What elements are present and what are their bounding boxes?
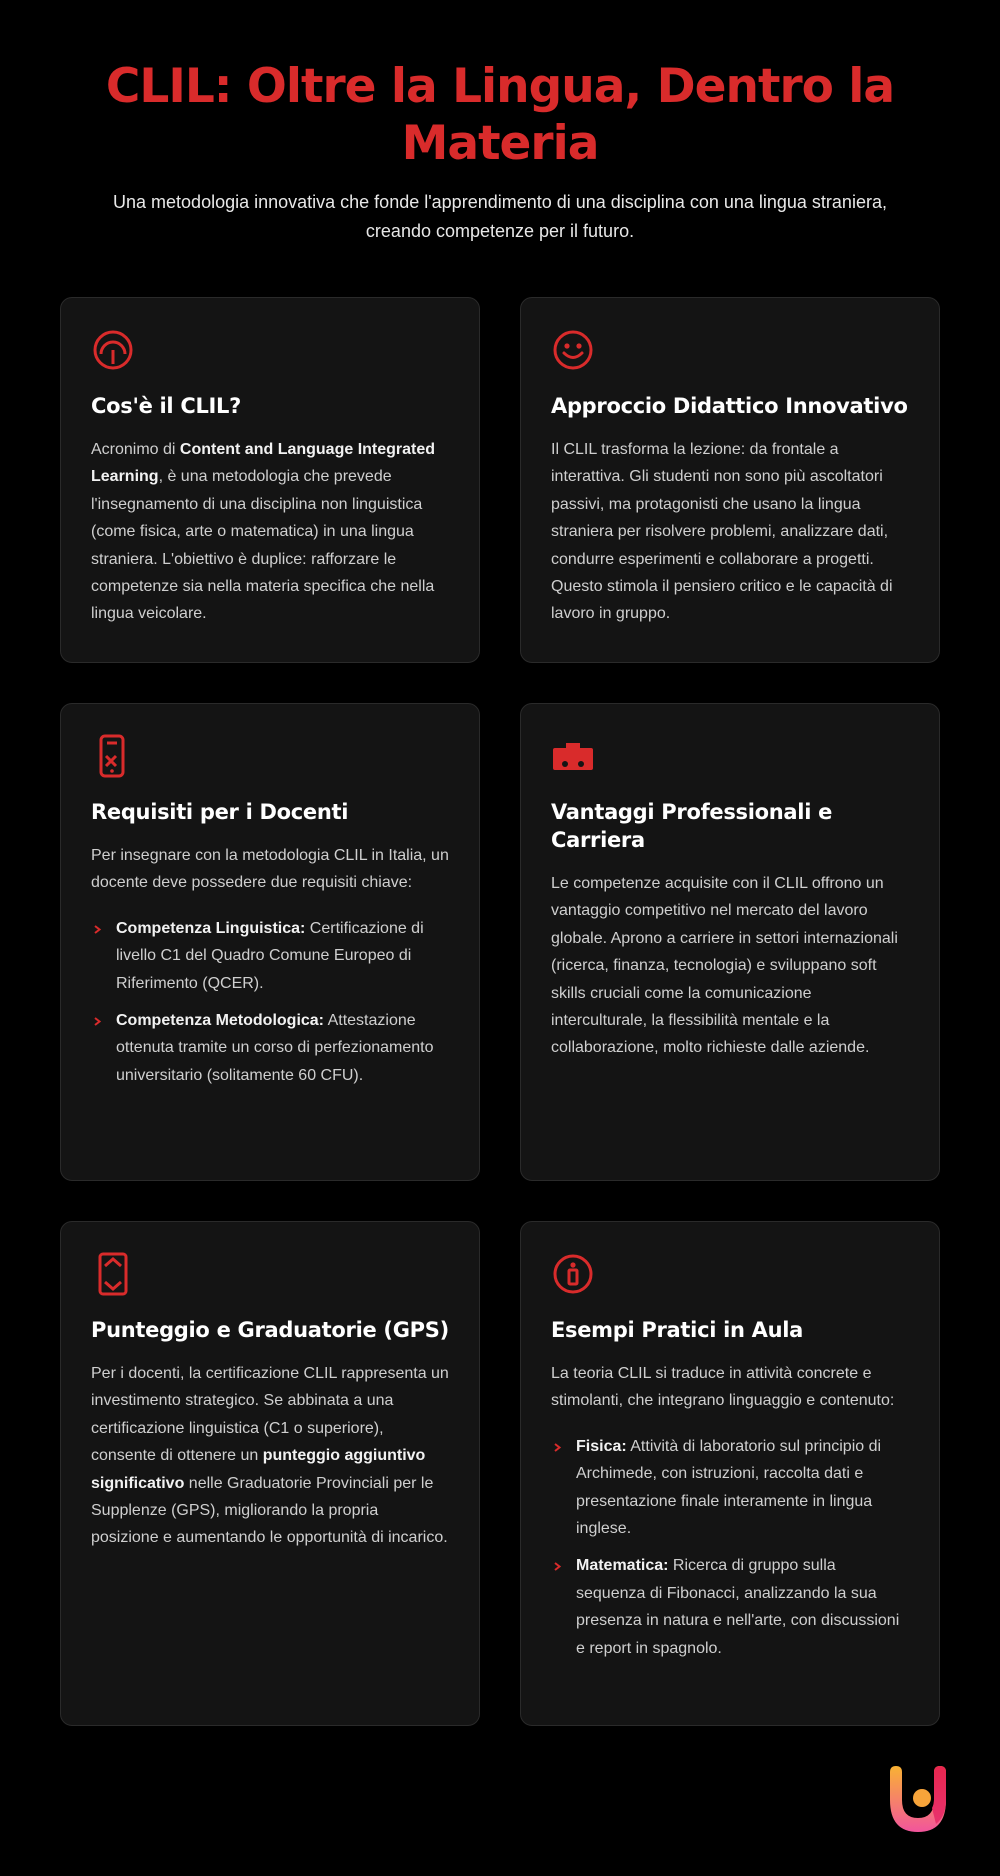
card-teaching-approach xyxy=(520,297,940,663)
card-text: La teoria CLIL si traduce in attività concrete e stimolanti, che integrano linguaggio e contenuto: xyxy=(551,1365,895,1410)
chevron-right-icon xyxy=(93,1017,102,1026)
brand-logo-icon[interactable] xyxy=(884,1764,956,1836)
page-title: CLIL: Oltre la Lingua, Dentro la Materia xyxy=(105,59,895,171)
card-gps-score xyxy=(60,1221,480,1726)
card-practical-examples xyxy=(520,1221,940,1726)
scroll-arrows-icon xyxy=(91,1252,135,1296)
chevron-right-icon xyxy=(93,925,102,934)
list-item: Matematica: Ricerca di gruppo sulla sequenza di Fibonacci, analizzando la sua presenza in natura e nell'arte, con discussioni e report in spagnolo. xyxy=(551,1552,909,1662)
smiley-icon xyxy=(551,328,595,372)
list-item: Competenza Linguistica: Certificazione di livello C1 del Quadro Comune Europeo di Riferimento (QCER). xyxy=(91,915,449,997)
examples-list xyxy=(551,1433,909,1662)
gauge-icon xyxy=(91,328,135,372)
briefcase-icon xyxy=(551,734,595,778)
card-title: Vantaggi Professionali e Carriera xyxy=(551,800,833,852)
page-subtitle: Una metodologia innovativa che fonde l'apprendimento di una disciplina con una lingua straniera, creando competenze per il futuro. xyxy=(113,192,887,241)
card-title: Requisiti per i Docenti xyxy=(91,800,349,824)
card-text: Per insegnare con la metodologia CLIL in Italia, un docente deve possedere due requisiti chiave: xyxy=(91,847,449,892)
list-item: Fisica: Attività di laboratorio sul principio di Archimede, con istruzioni, raccolta dati e presentazione finale interamente in lingua inglese. xyxy=(551,1433,909,1543)
card-career-advantages xyxy=(520,703,940,1181)
card-title: Punteggio e Graduatorie (GPS) xyxy=(91,1318,449,1342)
card-title: Approccio Didattico Innovativo xyxy=(551,394,908,418)
card-teacher-requirements xyxy=(60,703,480,1181)
card-text: Per i docenti, la certificazione CLIL rappresenta un investimento strategico. Se abbinata a una certificazione linguistica (C1 o superiore), consente di ottenere un punteggio aggiuntivo significativo nelle Graduatorie Provinciali per le Supplenze (GPS), migliorando la propria posizione e aumentando le opportunità di incarico. xyxy=(91,1365,449,1547)
phone-tools-icon xyxy=(91,734,135,778)
info-icon xyxy=(551,1252,595,1296)
card-text: Il CLIL trasforma la lezione: da frontale a interattiva. Gli studenti non sono più ascoltatori passivi, ma protagonisti che usano la lingua straniera per risolvere problemi, analizzare dati, condurre esperimenti e collaborare a progetti. Questo stimola il pensiero critico e le capacità di lavoro in gruppo. xyxy=(551,441,893,623)
card-title: Cos'è il CLIL? xyxy=(91,394,241,418)
list-item: Competenza Metodologica: Attestazione ottenuta tramite un corso di perfezionamento universitario (solitamente 60 CFU). xyxy=(91,1007,449,1089)
card-what-is-clil xyxy=(60,297,480,663)
chevron-right-icon xyxy=(553,1562,562,1571)
card-text: Acronimo di Content and Language Integrated Learning, è una metodologia che prevede l'insegnamento di una disciplina non linguistica (come fisica, arte o matematica) in una lingua straniera. L'obiettivo è duplice: rafforzare le competenze sia nella materia specifica che nella lingua veicolare. xyxy=(91,441,436,623)
card-text: Le competenze acquisite con il CLIL offrono un vantaggio competitivo nel mercato del lavoro globale. Aprono a carriere in settori internazionali (ricerca, finanza, tecnologia) e sviluppano soft skills cruciali come la comunicazione interculturale, la flessibilità mentale e la collaborazione, molto richieste dalle aziende. xyxy=(551,875,898,1057)
requirements-list xyxy=(91,915,449,1089)
card-title: Esempi Pratici in Aula xyxy=(551,1318,804,1342)
chevron-right-icon xyxy=(553,1443,562,1452)
